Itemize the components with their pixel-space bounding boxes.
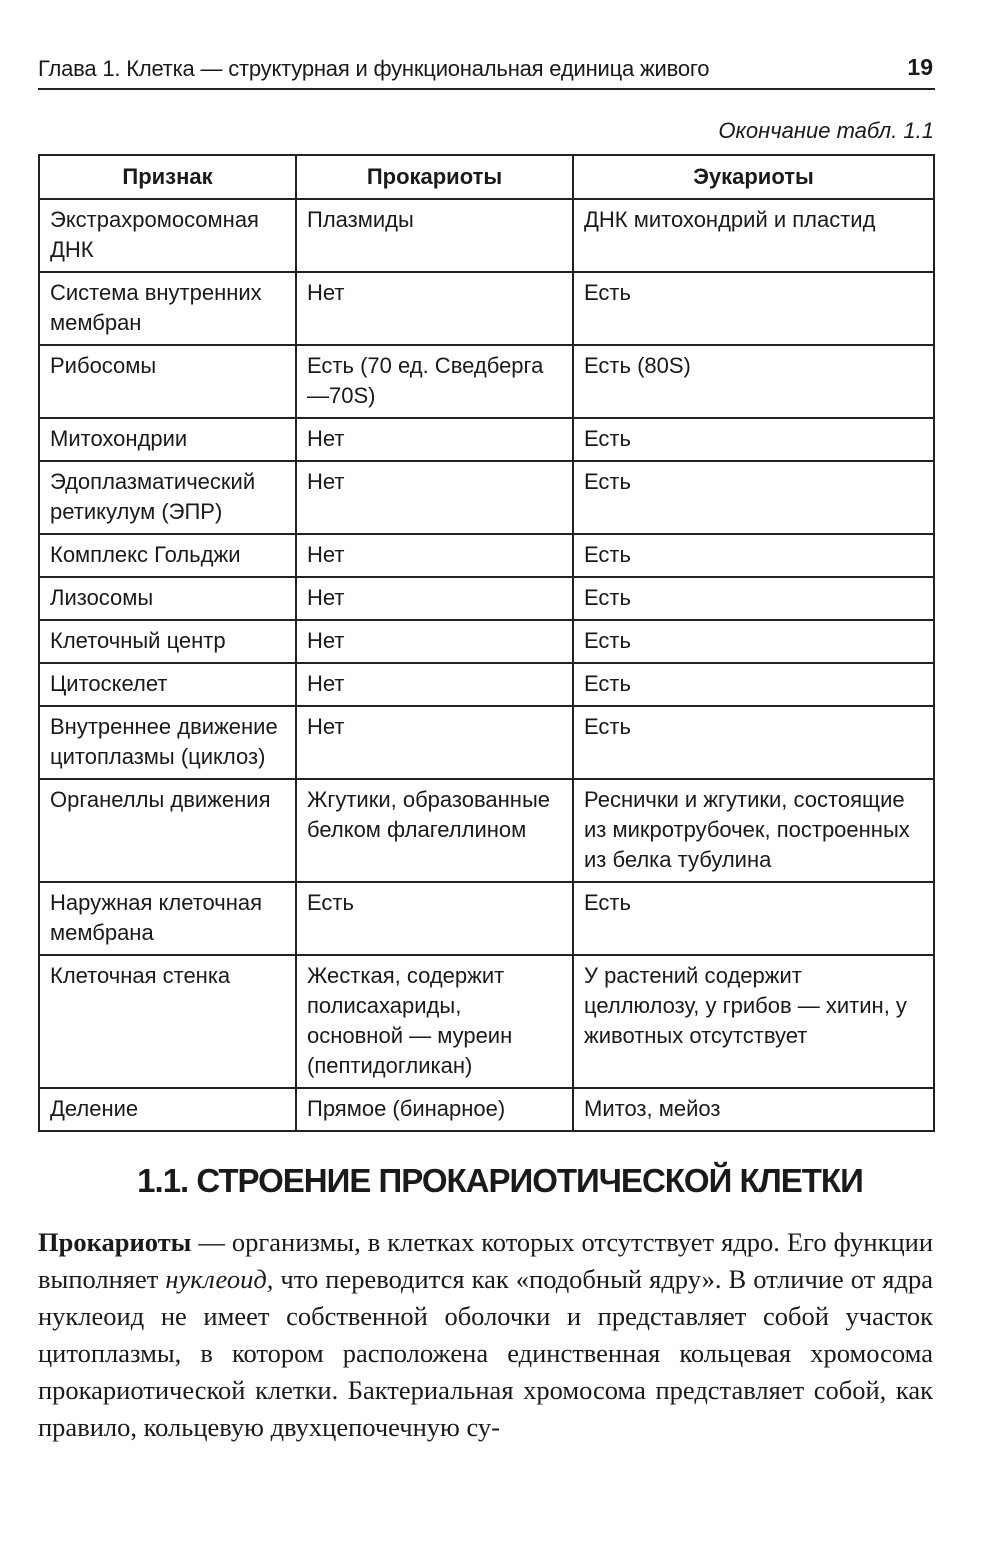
table-header-row [39,155,934,199]
table-row [39,577,934,620]
table-cell: Есть [573,534,934,577]
table-row [39,882,934,955]
table-cell: Деление [39,1088,296,1131]
table-cell: Внутреннее движение цитоплазмы (циклоз) [39,706,296,779]
table-cell: Нет [296,272,573,345]
table-cell: Есть [573,882,934,955]
italic-term: нуклеоид, [165,1264,274,1294]
table-cell: Есть [573,461,934,534]
table-cell: Клеточный центр [39,620,296,663]
table-cell: Цитоскелет [39,663,296,706]
table-row [39,272,934,345]
table-cell: Есть (80S) [573,345,934,418]
column-header: Прокариоты [296,155,573,199]
table-cell: Есть [573,272,934,345]
table-row [39,461,934,534]
table-row [39,418,934,461]
table-cell: Нет [296,577,573,620]
table-cell: Есть [573,706,934,779]
table-cell: Прямое (бинарное) [296,1088,573,1131]
column-header: Признак [39,155,296,199]
table-cell: Нет [296,461,573,534]
table-cell: Митохондрии [39,418,296,461]
table-row [39,199,934,272]
table-cell: Нет [296,534,573,577]
table-row [39,345,934,418]
table-cell: Клеточная стенка [39,955,296,1088]
table-row [39,706,934,779]
table-cell: Жесткая, содержит полисахариды, основной — муреин (пептидогликан) [296,955,573,1088]
bold-term: Прокариоты [38,1227,192,1257]
table-cell: Есть [573,418,934,461]
table-cell: Экстрахромосомная ДНК [39,199,296,272]
table-row [39,779,934,882]
running-head [38,48,935,90]
chapter-title: Глава 1. Клетка — структурная и функциональная единица живого [38,56,710,81]
table-cell: Система внутренних мембран [39,272,296,345]
table-cell: Реснички и жгутики, состоящие из микротрубочек, построенных из белка тубулина [573,779,934,882]
table-cell: Эдоплазматический ретикулум (ЭПР) [39,461,296,534]
table-row [39,663,934,706]
table-row [39,955,934,1088]
table-cell: ДНК митохондрий и пластид [573,199,934,272]
table-cell: Есть [296,882,573,955]
table-cell: Органеллы движения [39,779,296,882]
table-cell: Нет [296,418,573,461]
table-cell: Рибосомы [39,345,296,418]
table-row [39,1088,934,1131]
paragraph-text: что переводится как «подобный ядру». В отличие от ядра нуклеоид не имеет собственной оболочки и представляет собой участок цитоплазмы, в котором расположена единственная кольцевая хромосома прокариотической клетки. Бактериальная хромосома представляет собой, как правило, кольцевую двухцепочечную су- [38,1264,933,1442]
table-cell: Комплекс Гольджи [39,534,296,577]
table-cell: Есть [573,577,934,620]
table-row [39,620,934,663]
table-cell: Нет [296,663,573,706]
table-row [39,534,934,577]
body-paragraph [38,1224,933,1446]
table-caption: Окончание табл. 1.1 [718,118,934,143]
paragraph-text: — организмы, в клетках которых отсутствует ядро. Его функции выполняет [38,1227,933,1294]
table-cell: Есть [573,620,934,663]
table-cell: Есть (70 ед. Сведберга —70S) [296,345,573,418]
table-cell: Нет [296,706,573,779]
column-header: Эукариоты [573,155,934,199]
table-cell: У растений содержит целлюлозу, у грибов — хитин, у животных отсутствует [573,955,934,1088]
comparison-table [38,154,935,1132]
table-cell: Есть [573,663,934,706]
table-cell: Митоз, мейоз [573,1088,934,1131]
section-heading: 1.1. СТРОЕНИЕ ПРОКАРИОТИЧЕСКОЙ КЛЕТКИ [137,1162,863,1199]
table-cell: Лизосомы [39,577,296,620]
table-cell: Наружная клеточная мембрана [39,882,296,955]
table-cell: Плазмиды [296,199,573,272]
page-number: 19 [907,54,933,80]
table-cell: Нет [296,620,573,663]
table-cell: Жгутики, образованные белком флагеллином [296,779,573,882]
